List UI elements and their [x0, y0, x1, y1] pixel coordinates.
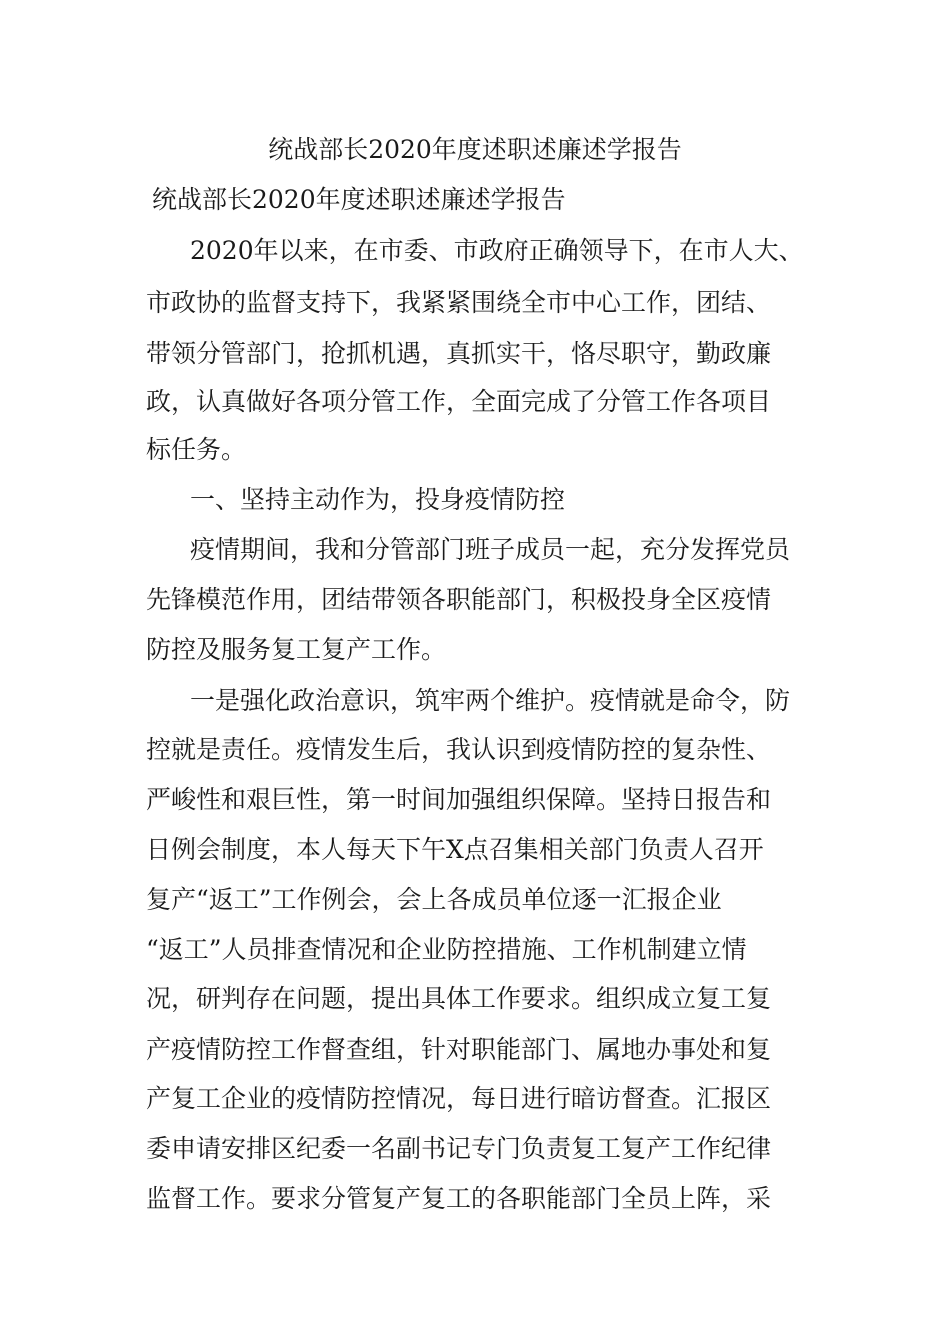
paragraph-line: 控就是责任。疫情发生后，我认识到疫情防控的复杂性、 — [146, 735, 772, 764]
paragraph-line: 政，认真做好各项分管工作，全面完成了分管工作各项目 — [146, 387, 772, 416]
paragraph-line: 委申请安排区纪委一名副书记专门负责复工复产工作纪律 — [146, 1134, 772, 1163]
paragraph-line: 产复工企业的疫情防控情况，每日进行暗访督查。汇报区 — [146, 1084, 772, 1113]
paragraph-line: 带领分管部门，抢抓机遇，真抓实干，恪尽职守，勤政廉 — [146, 339, 772, 368]
paragraph-line: 疫情期间，我和分管部门班子成员一起，充分发挥党员 — [190, 535, 791, 564]
paragraph-line: 先锋模范作用，团结带领各职能部门，积极投身全区疫情 — [146, 585, 772, 614]
paragraph-line: “返工”人员排查情况和企业防控措施、工作机制建立情 — [146, 935, 747, 964]
paragraph-line: 防控及服务复工复产工作。 — [146, 635, 447, 664]
paragraph-line: 复产“返工”工作例会，会上各成员单位逐一汇报企业 — [146, 885, 722, 914]
paragraph-line: 标任务。 — [146, 435, 247, 464]
paragraph-line: 一是强化政治意识，筑牢两个维护。疫情就是命令，防 — [190, 686, 791, 715]
paragraph-line: 严峻性和艰巨性，第一时间加强组织保障。坚持日报告和 — [146, 785, 772, 814]
document-title: 统战部长2020年度述职述廉述学报告 — [268, 135, 682, 164]
section-heading: 一、坚持主动作为，投身疫情防控 — [190, 485, 566, 514]
paragraph-line: 监督工作。要求分管复产复工的各职能部门全员上阵，采 — [146, 1184, 772, 1213]
paragraph-line: 日例会制度，本人每天下午X点召集相关部门负责人召开 — [146, 835, 764, 864]
paragraph-line: 市政协的监督支持下，我紧紧围绕全市中心工作，团结、 — [146, 288, 772, 317]
document-subtitle: 统战部长2020年度述职述廉述学报告 — [152, 185, 566, 214]
paragraph-line: 2020年以来，在市委、市政府正确领导下，在市人大、 — [190, 236, 804, 265]
paragraph-line: 况，研判存在问题，提出具体工作要求。组织成立复工复 — [146, 984, 772, 1013]
paragraph-line: 产疫情防控工作督查组，针对职能部门、属地办事处和复 — [146, 1035, 772, 1064]
